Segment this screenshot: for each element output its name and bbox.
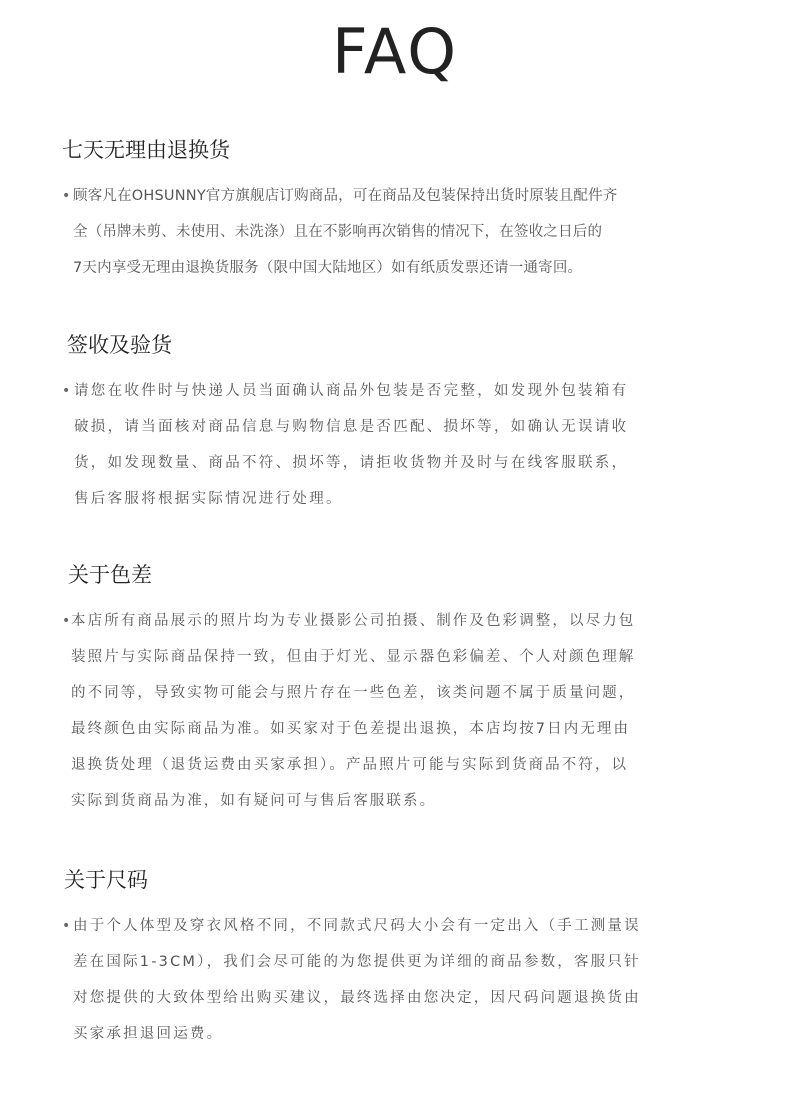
- body-line: 装照片与实际商品保持一致，但由于灯光、显示器色彩偏差、个人对颜色理解: [71, 649, 636, 665]
- section-title: 七天无理由退换货: [62, 138, 230, 162]
- body-line: 全（吊牌未剪、未使用、未洗涤）且在不影响再次销售的情况下，在签收之日后的: [73, 224, 603, 240]
- body-line: 7天内享受无理由退换货服务（限中国大陆地区）如有纸质发票还请一通寄回。: [73, 260, 583, 276]
- body-line: 本店所有商品展示的照片均为专业摄影公司拍摄、制作及色彩调整，以尽力包: [71, 613, 636, 629]
- section-title: 签收及验货: [67, 333, 172, 357]
- section-title: 关于色差: [68, 563, 152, 587]
- bullet-dot: •: [62, 613, 71, 629]
- body-line: 对您提供的大致体型给出购买建议，最终选择由您决定，因尺码问题退换货由: [73, 990, 641, 1006]
- body-line: 退换货处理（退货运费由买家承担）。产品照片可能与实际到货商品不符，以: [71, 757, 629, 773]
- body-line: 最终颜色由实际商品为准。如买家对于色差提出退换，本店均按7日内无理由: [71, 721, 631, 737]
- body-line: 的不同等，导致实物可能会与照片存在一些色差，该类问题不属于质量问题，: [71, 685, 636, 701]
- body-line: 请您在收件时与快递人员当面确认商品外包装是否完整，如发现外包装箱有: [74, 383, 629, 399]
- body-line: 差在国际1-3CM），我们会尽可能的为您提供更为详细的商品参数，客服只针: [73, 954, 641, 970]
- bullet-dot: •: [62, 188, 71, 204]
- bullet-dot: •: [62, 383, 71, 399]
- page-title: FAQ: [331, 15, 459, 88]
- body-line: 破损，请当面核对商品信息与购物信息是否匹配、损坏等，如确认无误请收: [74, 419, 629, 435]
- body-line: 实际到货商品为准，如有疑问可与售后客服联系。: [71, 793, 437, 809]
- section-body: [73, 178, 617, 286]
- section-body: [74, 373, 628, 517]
- bullet-dot: •: [62, 918, 71, 934]
- body-line: 货，如发现数量、商品不符、损坏等，请拒收货物并及时与在线客服联系，: [74, 455, 629, 471]
- section-title: 关于尺码: [64, 868, 148, 892]
- body-line: 顾客凡在OHSUNNY官方旗舰店订购商品，可在商品及包装保持出货时原装且配件齐: [73, 188, 618, 204]
- body-line: 售后客服将根据实际情况进行处理。: [74, 491, 343, 507]
- section-body: [71, 603, 635, 819]
- section-body: [73, 908, 641, 1052]
- body-line: 买家承担退回运费。: [73, 1026, 224, 1042]
- body-line: 由于个人体型及穿衣风格不同，不同款式尺码大小会有一定出入（手工测量误: [73, 918, 641, 934]
